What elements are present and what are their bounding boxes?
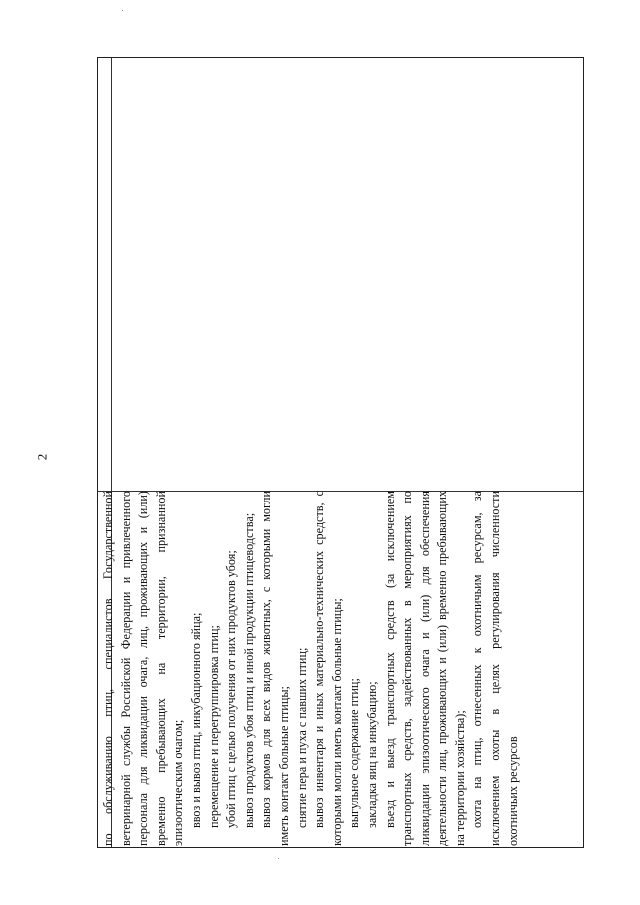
scan-artifact [278,858,279,859]
measure-item: убой птиц с целью получения от них продуктов убоя; [224,550,239,828]
measures-table [97,57,584,848]
column-divider-1 [111,58,112,491]
measure-item: вывоз продуктов убоя птиц и иной продукции птицеводства; [241,512,256,828]
measure-item: снятие пера и пуха с павших птиц; [294,647,309,828]
measure-item: вывоз кормов для всех видов животных, с которыми могли иметь контакт больные птицы; [259,491,291,846]
measure-item: закладка яиц на инкубацию; [364,681,379,828]
measure-item: по обслуживанию птиц, специалистов Государственной ветеринарной службы Российской Федерации и привлеченного персонала для ликвидации очага, лиц, проживающих и (или) временно пребывающих на территории, признанной эпизоотическим очагом; [101,491,186,846]
measure-item: въезд и выезд транспортных средств (за исключением транспортных средств, задействованных в мероприятиях по ликвидации эпизоотического очага и (или) для обеспечения деятельности лиц, проживающих и (или) временно пребывающих на территории хозяйства); [382,491,467,846]
scan-artifact [122,10,123,11]
measure-item: перемещение и перегруппировка птиц; [206,625,221,828]
measure-item: охота на птиц, отнесенных к охотничьим ресурсам, за исключением охоты в целях регулирования численности охотничьих ресурсов [470,491,520,846]
measure-item: ввоз и вывоз птиц, инкубационного яйца; [188,612,203,828]
measure-item: выгульное содержание птиц; [347,678,362,828]
restriction-measures-text [100,491,566,846]
page-number: 2 [34,453,50,461]
measure-item: вывоз инвентаря и иных материально-технических средств, с которыми могли иметь контакт больные птицы; [312,491,344,846]
